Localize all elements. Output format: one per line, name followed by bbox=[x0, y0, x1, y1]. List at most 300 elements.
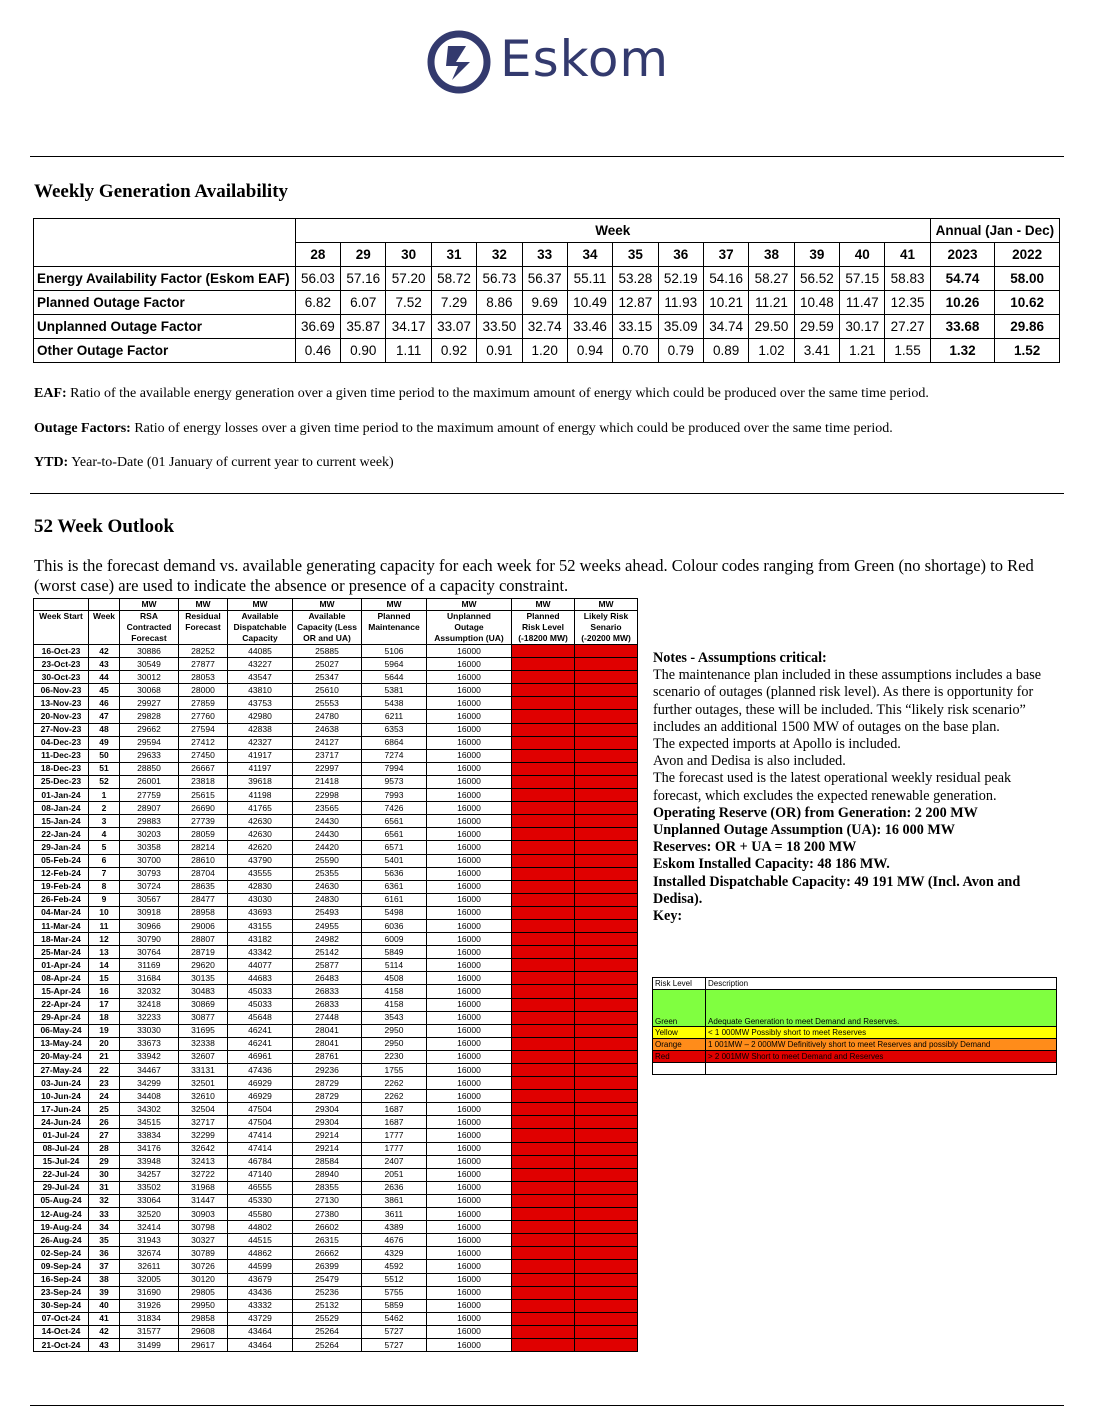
key-row bbox=[653, 990, 1057, 1027]
value-cell: 43436 bbox=[228, 1286, 293, 1299]
column-header: Unplanned bbox=[427, 611, 512, 623]
value-cell: 43332 bbox=[228, 1299, 293, 1312]
likely-risk-cell bbox=[575, 1260, 638, 1273]
likely-risk-cell bbox=[575, 645, 638, 658]
table-cell: 58.83 bbox=[885, 267, 930, 291]
week-number: 31 bbox=[431, 243, 476, 267]
value-cell: 26833 bbox=[293, 985, 362, 998]
week-cell: 48 bbox=[89, 723, 120, 736]
week-number: 35 bbox=[613, 243, 658, 267]
week-start-cell: 17-Jun-24 bbox=[34, 1103, 89, 1116]
value-cell: 32520 bbox=[120, 1208, 179, 1221]
likely-risk-cell bbox=[575, 828, 638, 841]
column-header: Maintenance bbox=[362, 622, 427, 633]
table-row bbox=[34, 1260, 638, 1273]
value-cell: 33064 bbox=[120, 1194, 179, 1207]
planned-risk-cell bbox=[512, 749, 575, 762]
value-cell: 30966 bbox=[120, 919, 179, 932]
column-header bbox=[89, 633, 120, 645]
value-cell: 32717 bbox=[179, 1116, 228, 1129]
week-cell: 41 bbox=[89, 1312, 120, 1325]
column-header: Forecast bbox=[179, 622, 228, 633]
table-row bbox=[34, 1247, 638, 1260]
week-cell: 43 bbox=[89, 658, 120, 671]
planned-risk-cell bbox=[512, 1064, 575, 1077]
week-start-cell: 11-Mar-24 bbox=[34, 919, 89, 932]
value-cell: 16000 bbox=[427, 1273, 512, 1286]
definition bbox=[34, 421, 893, 437]
likely-risk-cell bbox=[575, 1129, 638, 1142]
value-cell: 16000 bbox=[427, 815, 512, 828]
column-header: Week bbox=[89, 611, 120, 623]
column-header bbox=[34, 633, 89, 645]
value-cell: 33948 bbox=[120, 1155, 179, 1168]
value-cell: 16000 bbox=[427, 1260, 512, 1273]
value-cell: 44862 bbox=[228, 1247, 293, 1260]
value-cell: 16000 bbox=[427, 658, 512, 671]
value-cell: 16000 bbox=[427, 1299, 512, 1312]
value-cell: 30203 bbox=[120, 828, 179, 841]
week-cell: 11 bbox=[89, 919, 120, 932]
value-cell: 32722 bbox=[179, 1168, 228, 1181]
week-cell: 13 bbox=[89, 946, 120, 959]
value-cell: 24420 bbox=[293, 841, 362, 854]
planned-risk-cell bbox=[512, 1142, 575, 1155]
value-cell: 30483 bbox=[179, 985, 228, 998]
annual-cell: 29.86 bbox=[995, 315, 1060, 339]
column-header: Available bbox=[293, 611, 362, 623]
value-cell: 5727 bbox=[362, 1338, 427, 1351]
likely-risk-cell bbox=[575, 802, 638, 815]
value-cell: 29594 bbox=[120, 736, 179, 749]
likely-risk-cell bbox=[575, 1090, 638, 1103]
table-cell: 27.27 bbox=[885, 315, 930, 339]
annual-cell: 58.00 bbox=[995, 267, 1060, 291]
notes-paragraph: The forecast used is the latest operational weekly residual peak forecast, which excludes the expected renewable generation. bbox=[653, 770, 1012, 804]
table-row bbox=[34, 1286, 638, 1299]
week-start-cell: 13-May-24 bbox=[34, 1037, 89, 1050]
value-cell: 25236 bbox=[293, 1286, 362, 1299]
value-cell: 16000 bbox=[427, 710, 512, 723]
annual-cell: 33.68 bbox=[930, 315, 995, 339]
value-cell: 32642 bbox=[179, 1142, 228, 1155]
week-cell: 33 bbox=[89, 1208, 120, 1221]
value-cell: 28729 bbox=[293, 1077, 362, 1090]
header-row bbox=[34, 633, 638, 645]
value-cell: 22997 bbox=[293, 762, 362, 775]
week-start-cell: 27-Nov-23 bbox=[34, 723, 89, 736]
value-cell: 32418 bbox=[120, 998, 179, 1011]
value-cell: 9573 bbox=[362, 775, 427, 788]
planned-risk-cell bbox=[512, 1325, 575, 1338]
value-cell: 25355 bbox=[293, 867, 362, 880]
value-cell: 43547 bbox=[228, 671, 293, 684]
likely-risk-cell bbox=[575, 893, 638, 906]
value-cell: 16000 bbox=[427, 880, 512, 893]
value-cell: 5859 bbox=[362, 1299, 427, 1312]
column-header: Contracted bbox=[120, 622, 179, 633]
planned-risk-cell bbox=[512, 1103, 575, 1116]
week-cell: 18 bbox=[89, 1011, 120, 1024]
planned-risk-cell bbox=[512, 985, 575, 998]
week-start-cell: 08-Jul-24 bbox=[34, 1142, 89, 1155]
annual-cell: 10.26 bbox=[930, 291, 995, 315]
value-cell: 30120 bbox=[179, 1273, 228, 1286]
value-cell: 26662 bbox=[293, 1247, 362, 1260]
week-number: 39 bbox=[794, 243, 839, 267]
value-cell: 29858 bbox=[179, 1312, 228, 1325]
value-cell: 16000 bbox=[427, 1037, 512, 1050]
planned-risk-cell bbox=[512, 1194, 575, 1207]
table-cell: 30.17 bbox=[840, 315, 885, 339]
week-start-cell: 14-Oct-24 bbox=[34, 1325, 89, 1338]
value-cell: 27380 bbox=[293, 1208, 362, 1221]
value-cell: 2950 bbox=[362, 1024, 427, 1037]
week-cell: 35 bbox=[89, 1234, 120, 1247]
week-start-cell: 21-Oct-24 bbox=[34, 1338, 89, 1351]
column-header: Planned bbox=[362, 611, 427, 623]
planned-risk-cell bbox=[512, 1221, 575, 1234]
notes-paragraph: The expected imports at Apollo is included. bbox=[653, 736, 901, 753]
value-cell: 45648 bbox=[228, 1011, 293, 1024]
likely-risk-cell bbox=[575, 1299, 638, 1312]
week-cell: 3 bbox=[89, 815, 120, 828]
likely-risk-cell bbox=[575, 1064, 638, 1077]
table-row bbox=[34, 1194, 638, 1207]
week-start-cell: 20-May-24 bbox=[34, 1050, 89, 1063]
value-cell: 16000 bbox=[427, 1129, 512, 1142]
week-cell: 26 bbox=[89, 1116, 120, 1129]
table-row bbox=[34, 339, 1060, 363]
value-cell: 46929 bbox=[228, 1090, 293, 1103]
table-row bbox=[34, 671, 638, 684]
value-cell: 28610 bbox=[179, 854, 228, 867]
value-cell: 28252 bbox=[179, 645, 228, 658]
section-title-weekly: Weekly Generation Availability bbox=[34, 181, 289, 202]
likely-risk-cell bbox=[575, 1247, 638, 1260]
key-row bbox=[653, 1051, 1057, 1063]
table-cell: 35.87 bbox=[341, 315, 386, 339]
value-cell: 30567 bbox=[120, 893, 179, 906]
value-cell: 33673 bbox=[120, 1037, 179, 1050]
header-row bbox=[34, 622, 638, 633]
value-cell: 25529 bbox=[293, 1312, 362, 1325]
likely-risk-cell bbox=[575, 1194, 638, 1207]
week-cell: 17 bbox=[89, 998, 120, 1011]
week-cell: 21 bbox=[89, 1050, 120, 1063]
notes-bold-line bbox=[653, 805, 1063, 822]
value-cell: 25590 bbox=[293, 854, 362, 867]
column-header: Risk Level bbox=[512, 622, 575, 633]
planned-risk-cell bbox=[512, 1260, 575, 1273]
value-cell: 27448 bbox=[293, 1011, 362, 1024]
likely-risk-cell bbox=[575, 1155, 638, 1168]
week-cell: 15 bbox=[89, 972, 120, 985]
value-cell: 31926 bbox=[120, 1299, 179, 1312]
planned-risk-cell bbox=[512, 1155, 575, 1168]
value-cell: 42838 bbox=[228, 723, 293, 736]
value-cell: 16000 bbox=[427, 998, 512, 1011]
value-cell: 16000 bbox=[427, 1168, 512, 1181]
header-row bbox=[34, 611, 638, 623]
table-cell: 58.72 bbox=[431, 267, 476, 291]
table-cell: 34.17 bbox=[386, 315, 431, 339]
value-cell: 1777 bbox=[362, 1129, 427, 1142]
definition-term: EAF: bbox=[34, 386, 67, 401]
table-cell: 0.94 bbox=[567, 339, 612, 363]
table-row bbox=[34, 919, 638, 932]
planned-risk-cell bbox=[512, 1286, 575, 1299]
value-cell: 25264 bbox=[293, 1338, 362, 1351]
week-start-cell: 08-Apr-24 bbox=[34, 972, 89, 985]
table-row bbox=[34, 828, 638, 841]
week-start-cell: 23-Oct-23 bbox=[34, 658, 89, 671]
week-cell: 30 bbox=[89, 1168, 120, 1181]
unit-cell: MW bbox=[427, 599, 512, 611]
value-cell: 43729 bbox=[228, 1312, 293, 1325]
table-row bbox=[34, 1024, 638, 1037]
value-cell: 33502 bbox=[120, 1181, 179, 1194]
planned-risk-cell bbox=[512, 906, 575, 919]
value-cell: 30789 bbox=[179, 1247, 228, 1260]
likely-risk-cell bbox=[575, 1338, 638, 1351]
likely-risk-cell bbox=[575, 815, 638, 828]
value-cell: 24430 bbox=[293, 815, 362, 828]
definition bbox=[34, 455, 394, 471]
value-cell: 16000 bbox=[427, 802, 512, 815]
value-cell: 16000 bbox=[427, 946, 512, 959]
value-cell: 16000 bbox=[427, 1011, 512, 1024]
value-cell: 27594 bbox=[179, 723, 228, 736]
value-cell: 26315 bbox=[293, 1234, 362, 1247]
value-cell: 16000 bbox=[427, 1077, 512, 1090]
planned-risk-cell bbox=[512, 998, 575, 1011]
row-label: Unplanned Outage Factor bbox=[34, 315, 296, 339]
notes-paragraph: Avon and Dedisa is also included. bbox=[653, 753, 846, 770]
planned-risk-cell bbox=[512, 854, 575, 867]
column-header: Likely Risk bbox=[575, 611, 638, 623]
value-cell: 31577 bbox=[120, 1325, 179, 1338]
notes-paragraph: The maintenance plan included in these assumptions includes a base scenario of outages (planned risk level). As there is opportunity for further outages, these will be included. This “likely risk scenario” includes an additional 1500 MW of outages on the base plan. bbox=[653, 667, 1042, 735]
week-start-cell: 01-Jul-24 bbox=[34, 1129, 89, 1142]
value-cell: 4389 bbox=[362, 1221, 427, 1234]
eskom-logo bbox=[426, 28, 676, 98]
planned-risk-cell bbox=[512, 1273, 575, 1286]
value-cell: 28850 bbox=[120, 762, 179, 775]
table-cell: 33.46 bbox=[567, 315, 612, 339]
likely-risk-cell bbox=[575, 789, 638, 802]
week-start-cell: 12-Aug-24 bbox=[34, 1208, 89, 1221]
planned-risk-cell bbox=[512, 775, 575, 788]
value-cell: 31169 bbox=[120, 959, 179, 972]
value-cell: 31690 bbox=[120, 1286, 179, 1299]
value-cell: 6864 bbox=[362, 736, 427, 749]
unit-cell: MW bbox=[179, 599, 228, 611]
value-cell: 30764 bbox=[120, 946, 179, 959]
week-cell: 12 bbox=[89, 933, 120, 946]
table-row bbox=[34, 789, 638, 802]
table-cell: 1.02 bbox=[749, 339, 794, 363]
value-cell: 42980 bbox=[228, 710, 293, 723]
table-cell: 0.89 bbox=[703, 339, 748, 363]
table-row bbox=[34, 315, 1060, 339]
week-start-cell: 10-Jun-24 bbox=[34, 1090, 89, 1103]
column-header: RSA bbox=[120, 611, 179, 623]
table-row bbox=[34, 762, 638, 775]
value-cell: 39618 bbox=[228, 775, 293, 788]
week-cell: 8 bbox=[89, 880, 120, 893]
week-cell: 42 bbox=[89, 1325, 120, 1338]
value-cell: 16000 bbox=[427, 854, 512, 867]
week-cell: 25 bbox=[89, 1103, 120, 1116]
planned-risk-cell bbox=[512, 1050, 575, 1063]
week-number: 38 bbox=[749, 243, 794, 267]
table-cell: 36.69 bbox=[295, 315, 340, 339]
value-cell: 29950 bbox=[179, 1299, 228, 1312]
value-cell: 6353 bbox=[362, 723, 427, 736]
value-cell: 32611 bbox=[120, 1260, 179, 1273]
value-cell: 29633 bbox=[120, 749, 179, 762]
planned-risk-cell bbox=[512, 1338, 575, 1351]
planned-risk-cell bbox=[512, 762, 575, 775]
week-start-cell: 22-Jan-24 bbox=[34, 828, 89, 841]
value-cell: 3611 bbox=[362, 1208, 427, 1221]
table-cell: 58.27 bbox=[749, 267, 794, 291]
week-start-cell: 16-Oct-23 bbox=[34, 645, 89, 658]
likely-risk-cell bbox=[575, 762, 638, 775]
column-header: Dispatchable bbox=[228, 622, 293, 633]
planned-risk-cell bbox=[512, 972, 575, 985]
value-cell: 5512 bbox=[362, 1273, 427, 1286]
value-cell: 25027 bbox=[293, 658, 362, 671]
table-row bbox=[34, 1208, 638, 1221]
likely-risk-cell bbox=[575, 671, 638, 684]
value-cell: 6561 bbox=[362, 815, 427, 828]
table-row bbox=[34, 684, 638, 697]
table-row bbox=[34, 1142, 638, 1155]
value-cell: 33942 bbox=[120, 1050, 179, 1063]
table-cell: 12.87 bbox=[613, 291, 658, 315]
value-cell: 30700 bbox=[120, 854, 179, 867]
section-title-outlook: 52 Week Outlook bbox=[34, 516, 175, 537]
table-cell: 7.52 bbox=[386, 291, 431, 315]
notes-bold-line bbox=[653, 908, 1063, 925]
column-header: (-18200 MW) bbox=[512, 633, 575, 645]
table-row bbox=[34, 723, 638, 736]
likely-risk-cell bbox=[575, 736, 638, 749]
value-cell: 44683 bbox=[228, 972, 293, 985]
table-row bbox=[34, 658, 638, 671]
value-cell: 30918 bbox=[120, 906, 179, 919]
value-cell: 4508 bbox=[362, 972, 427, 985]
value-cell: 16000 bbox=[427, 1208, 512, 1221]
value-cell: 5964 bbox=[362, 658, 427, 671]
likely-risk-cell bbox=[575, 946, 638, 959]
week-number: 33 bbox=[522, 243, 567, 267]
table-cell: 11.47 bbox=[840, 291, 885, 315]
brand-name: Eskom bbox=[500, 30, 670, 88]
value-cell: 46241 bbox=[228, 1037, 293, 1050]
value-cell: 16000 bbox=[427, 1247, 512, 1260]
value-cell: 32607 bbox=[179, 1050, 228, 1063]
value-cell: 32338 bbox=[179, 1037, 228, 1050]
value-cell: 16000 bbox=[427, 1181, 512, 1194]
week-start-cell: 20-Nov-23 bbox=[34, 710, 89, 723]
value-cell: 44599 bbox=[228, 1260, 293, 1273]
value-cell: 45033 bbox=[228, 998, 293, 1011]
unit-cell: MW bbox=[362, 599, 427, 611]
value-cell: 33834 bbox=[120, 1129, 179, 1142]
table-cell: 35.09 bbox=[658, 315, 703, 339]
value-cell: 1755 bbox=[362, 1064, 427, 1077]
blank-cell bbox=[89, 599, 120, 611]
units-row bbox=[34, 599, 638, 611]
value-cell: 34302 bbox=[120, 1103, 179, 1116]
week-number: 28 bbox=[295, 243, 340, 267]
value-cell: 2230 bbox=[362, 1050, 427, 1063]
value-cell: 30798 bbox=[179, 1221, 228, 1234]
week-start-cell: 29-Apr-24 bbox=[34, 1011, 89, 1024]
column-header: Assumption (UA) bbox=[427, 633, 512, 645]
week-start-cell: 12-Feb-24 bbox=[34, 867, 89, 880]
week-cell: 42 bbox=[89, 645, 120, 658]
week-cell: 45 bbox=[89, 684, 120, 697]
week-cell: 52 bbox=[89, 775, 120, 788]
table-row bbox=[34, 1299, 638, 1312]
table-cell: 29.50 bbox=[749, 315, 794, 339]
key-description: > 2 001MW Short to meet Demand and Reserves bbox=[706, 1051, 1057, 1063]
likely-risk-cell bbox=[575, 658, 638, 671]
notes-bold-text: Key: bbox=[653, 908, 683, 925]
table-cell: 10.48 bbox=[794, 291, 839, 315]
column-header: Week Start bbox=[34, 611, 89, 623]
value-cell: 32299 bbox=[179, 1129, 228, 1142]
table-row bbox=[34, 972, 638, 985]
value-cell: 28059 bbox=[179, 828, 228, 841]
week-cell: 39 bbox=[89, 1286, 120, 1299]
value-cell: 32032 bbox=[120, 985, 179, 998]
value-cell: 46929 bbox=[228, 1077, 293, 1090]
value-cell: 34257 bbox=[120, 1168, 179, 1181]
value-cell: 28958 bbox=[179, 906, 228, 919]
week-start-cell: 27-May-24 bbox=[34, 1064, 89, 1077]
week-number: 36 bbox=[658, 243, 703, 267]
value-cell: 24638 bbox=[293, 723, 362, 736]
notes-bold-text: Unplanned Outage Assumption (UA): 16 000 MW bbox=[653, 822, 955, 839]
value-cell: 27759 bbox=[120, 789, 179, 802]
table-cell: 11.93 bbox=[658, 291, 703, 315]
likely-risk-cell bbox=[575, 880, 638, 893]
table-row bbox=[34, 959, 638, 972]
value-cell: 25479 bbox=[293, 1273, 362, 1286]
table-row bbox=[34, 1064, 638, 1077]
outlook-table bbox=[33, 598, 638, 1352]
value-cell: 2950 bbox=[362, 1037, 427, 1050]
week-start-cell: 05-Aug-24 bbox=[34, 1194, 89, 1207]
key-level: Green bbox=[653, 990, 706, 1027]
value-cell: 30877 bbox=[179, 1011, 228, 1024]
table-row bbox=[34, 854, 638, 867]
column-header bbox=[179, 633, 228, 645]
table-cell: 10.21 bbox=[703, 291, 748, 315]
divider bbox=[30, 1405, 1064, 1406]
table-cell: 33.50 bbox=[477, 315, 522, 339]
value-cell: 41198 bbox=[228, 789, 293, 802]
value-cell: 30726 bbox=[179, 1260, 228, 1273]
value-cell: 7426 bbox=[362, 802, 427, 815]
value-cell: 43342 bbox=[228, 946, 293, 959]
planned-risk-cell bbox=[512, 1129, 575, 1142]
